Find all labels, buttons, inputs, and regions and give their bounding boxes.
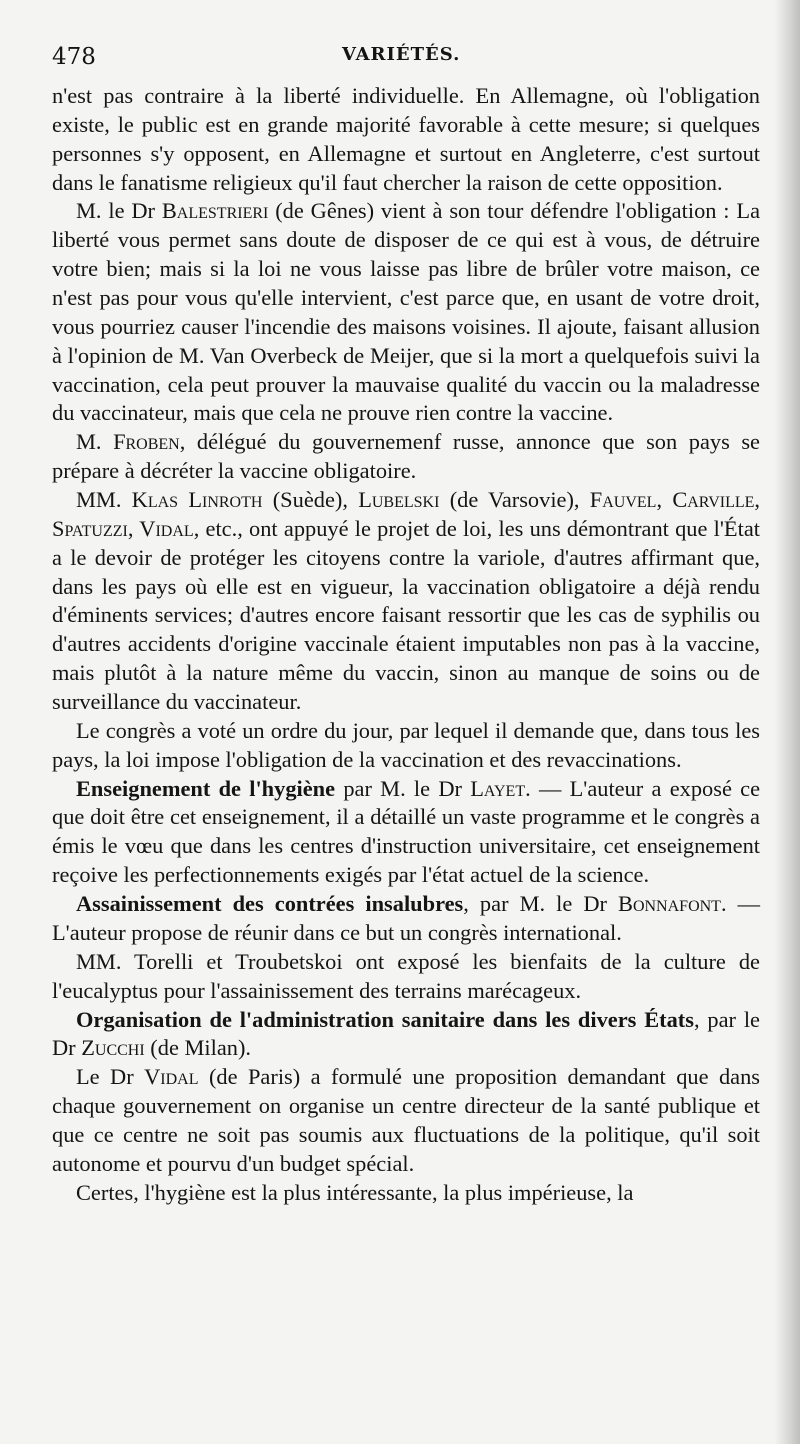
speaker-name: Bonnafont bbox=[618, 891, 721, 917]
speaker-name: Froben bbox=[113, 429, 180, 455]
paragraph-5 bbox=[52, 717, 760, 775]
paragraph-7 bbox=[52, 890, 760, 948]
section-heading: Assainissement des contrées insalubres bbox=[76, 891, 464, 917]
paragraph-9 bbox=[52, 1006, 760, 1064]
paragraph-text: (de Paris) a formulé une proposition demandant que dans chaque gouvernement on organise un centre directeur de la santé publique et que ce centre ne soit pas soumis aux fluctuations de la politique, qu'il soit autonome et pourvu d'un budget spécial. bbox=[52, 1064, 761, 1176]
running-title: VARIÉTÉS. bbox=[342, 44, 461, 65]
paragraph-lead: , par M. le Dr bbox=[463, 891, 619, 917]
paragraph-lead: , par le Dr bbox=[52, 1006, 760, 1061]
speaker-name: Balestrieri bbox=[161, 198, 269, 224]
paragraph-text: n'est pas contraire à la liberté individuelle. En Allemagne, où l'obligation existe, le public est en grande majorité favorable à cette mesure; si quelques personnes s'y opposent, en Allemagne et surtout en Angleterre, c'est surtout dans le fanatisme religieux qu'il faut chercher la raison de cette opposition. bbox=[52, 83, 760, 195]
page-number: 478 bbox=[52, 44, 96, 70]
speaker-name: Layet bbox=[470, 775, 526, 801]
paragraph-text: , délégué du gouvernemenf russe, annonce que son pays se prépare à décréter la vaccine obligatoire. bbox=[52, 429, 760, 484]
paragraph-text: (Suède), bbox=[262, 487, 359, 513]
paragraph-8 bbox=[52, 948, 760, 1006]
section-heading: Organisation de l'administration sanitaire dans les divers États bbox=[76, 1006, 694, 1032]
paragraph-lead: MM. bbox=[76, 487, 132, 513]
paragraph-11 bbox=[52, 1179, 760, 1208]
speaker-name: Vidal bbox=[144, 1064, 199, 1090]
paragraph-1 bbox=[52, 82, 760, 197]
paragraph-6 bbox=[52, 775, 760, 890]
paragraph-text: (de Varsovie), bbox=[439, 487, 590, 513]
speaker-name: Lubelski bbox=[358, 487, 440, 513]
binding-shadow bbox=[774, 0, 800, 1444]
speaker-names: Fauvel, Carville, Spatuzzi, Vidal bbox=[52, 487, 760, 541]
paragraph-lead: par M. le Dr bbox=[335, 775, 471, 801]
paragraph-lead: M. le Dr bbox=[76, 198, 162, 224]
paragraph-3 bbox=[52, 428, 760, 486]
paragraph-4 bbox=[52, 486, 760, 717]
speaker-name: Zucchi bbox=[81, 1035, 145, 1061]
section-heading: Enseignement de l'hygiène bbox=[76, 775, 336, 801]
page-header bbox=[52, 40, 757, 74]
paragraph-lead: Le Dr bbox=[76, 1064, 145, 1090]
paragraph-text: Certes, l'hygiène est la plus intéressante, la plus impérieuse, la bbox=[76, 1179, 634, 1205]
paragraph-text: (de Milan). bbox=[144, 1035, 252, 1061]
paragraph-lead: M. bbox=[76, 429, 114, 455]
paragraph-text: . — L'auteur a exposé ce que doit être cet enseignement, il a détaillé un vaste programme et le congrès a émis le vœu que dans les centres d'instruction universitaire, cet enseignement reçoive les perfectionnements exigés par l'état actuel de la science. bbox=[52, 775, 761, 888]
body-text bbox=[52, 82, 760, 1208]
paragraph-text: . —L'auteur propose de réunir dans ce but un congrès international. bbox=[52, 891, 760, 945]
speaker-name: Klas Linroth bbox=[131, 487, 263, 513]
paragraph-10 bbox=[52, 1063, 760, 1178]
paragraph-text: , etc., ont appuyé le projet de loi, les uns démontrant que l'État a le devoir de protéger les citoyens contre la variole, d'autres affirmant que, dans les pays où elle est en vigueur, la vaccination obligatoire a déjà rendu d'éminents services; d'autres encore faisant ressortir que les cas de syphilis ou d'autres accidents d'origine vaccinale étaient imputables non pas à la vaccine, mais plutôt à la nature même du vaccin, sinon au manque de soins ou de surveillance du vaccinateur. bbox=[52, 515, 760, 715]
paragraph-2 bbox=[52, 197, 760, 428]
paragraph-text: MM. Torelli et Troubetskoi ont exposé les bienfaits de la culture de l'eucalyptus pour l'assainissement des terrains marécageux. bbox=[52, 948, 760, 1003]
paragraph-text: Le congrès a voté un ordre du jour, par lequel il demande que, dans tous les pays, la loi impose l'obligation de la vaccination et des revaccinations. bbox=[52, 717, 760, 772]
paragraph-text: (de Gênes) vient à son tour défendre l'obligation : La liberté vous permet sans doute de disposer de ce qui est à vous, de détruire votre bien; mais si la loi ne vous laisse pas libre de brûler votre maison, ce n'est pas pour vous qu'elle intervient, c'est parce que, en usant de votre droit, vous pourriez causer l'incendie des maisons voisines. Il ajoute, faisant allusion à l'opinion de M. Van Overbeck de Meijer, que si la mort a quelquefois suivi la vaccination, cela peut prouver la mauvaise qualité du vaccin ou la maladresse du vaccinateur, mais que cela ne prouve rien contre la vaccine. bbox=[52, 198, 761, 426]
